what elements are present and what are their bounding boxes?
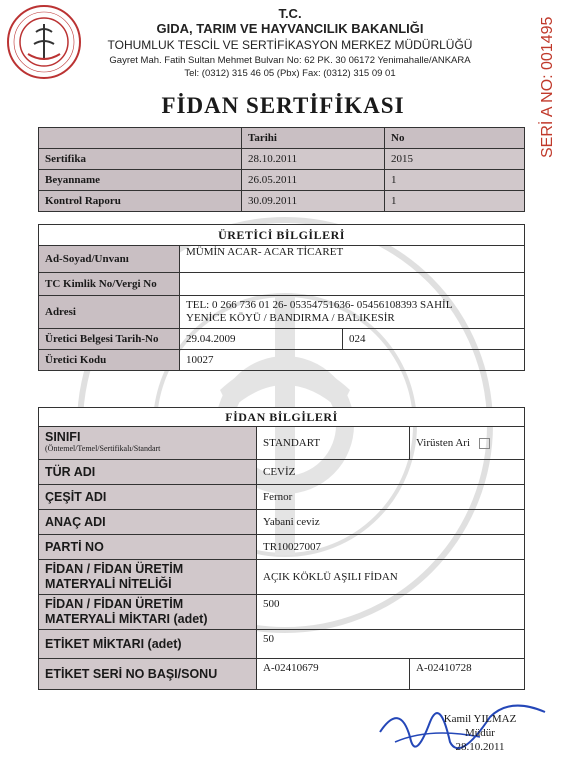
producer-heading: ÜRETİCİ BİLGİLERİ	[39, 225, 525, 246]
class-label-cell	[39, 427, 257, 460]
address-line-2: YENİCE KÖYÜ / BANDIRMA / BALIKESİR	[186, 312, 395, 324]
type-value: CEVİZ	[257, 460, 525, 485]
row-label: Beyanname	[39, 170, 242, 191]
address-line-1: TEL: 0 266 736 01 26- 05354751636- 05456108393 SAHİL	[186, 299, 453, 311]
signature-date: 28.10.2011	[455, 741, 505, 753]
table-row	[39, 191, 525, 212]
row-date: 26.05.2011	[242, 170, 385, 191]
certificate-title: FİDAN SERTİFİKASI	[161, 93, 405, 118]
quality-label-cell	[39, 560, 257, 595]
virus-free-cell	[410, 427, 525, 460]
row-label: Kontrol Raporu	[39, 191, 242, 212]
rootstock-label: ANAÇ ADI	[39, 510, 257, 535]
quality-label-1: FİDAN / FİDAN ÜRETİM	[45, 562, 184, 576]
sapling-table	[38, 407, 525, 690]
header-directorate: TOHUMLUK TESCİL VE SERTİFİKASYON MERKEZ MÜDÜRLÜĞÜ	[107, 38, 473, 52]
amount-label-cell	[39, 595, 257, 630]
signer-title: Müdür	[465, 727, 495, 739]
rootstock-value: Yabani ceviz	[257, 510, 525, 535]
amount-value: 500	[257, 595, 525, 630]
variety-label: ÇEŞİT ADI	[39, 485, 257, 510]
class-value: STANDART	[257, 427, 410, 460]
producer-tc-value	[180, 273, 525, 296]
class-label: SINIFI	[45, 430, 81, 444]
amount-label-2: MATERYALİ MİKTARI (adet)	[45, 612, 208, 626]
col-no-header: No	[385, 128, 525, 149]
class-sub-label: (Öntemel/Temel/Sertifikalı/Standart	[45, 444, 161, 453]
producer-name-label: Ad-Soyad/Unvanı	[39, 246, 180, 273]
signer-name: Kamil YILMAZ	[443, 713, 517, 725]
certificate-table	[38, 127, 525, 212]
amount-label-1: FİDAN / FİDAN ÜRETİM	[45, 597, 184, 611]
virus-free-label: Virüsten Ari	[416, 437, 471, 449]
producer-code-label: Üretici Kodu	[39, 350, 180, 371]
header-tc: T.C.	[278, 6, 302, 21]
quality-label-2: MATERYALİ NİTELİĞİ	[45, 577, 172, 591]
sapling-heading: FİDAN BİLGİLERİ	[39, 408, 525, 427]
type-label: TÜR ADI	[39, 460, 257, 485]
signature-block	[420, 712, 540, 754]
svg-text:SERİ A NO: 001495: SERİ A NO: 001495	[539, 16, 556, 158]
row-date: 28.10.2011	[242, 149, 385, 170]
lot-value: TR10027007	[257, 535, 525, 560]
producer-license-no: 024	[343, 329, 525, 350]
col-date-header: Tarihi	[242, 128, 385, 149]
serial-number	[533, 10, 559, 160]
row-no: 1	[385, 170, 525, 191]
label-serial-start: A-02410679	[257, 659, 410, 690]
producer-tc-label: TC Kimlik No/Vergi No	[39, 273, 180, 296]
variety-value: Fernor	[257, 485, 525, 510]
virus-free-checkbox[interactable]	[479, 438, 490, 449]
producer-address-label: Adresi	[39, 296, 180, 329]
table-row	[39, 170, 525, 191]
table-row	[39, 149, 525, 170]
label-serial-label: ETİKET SERİ NO BAŞI/SONU	[39, 659, 257, 690]
lot-label: PARTİ NO	[39, 535, 257, 560]
row-no: 2015	[385, 149, 525, 170]
label-count-value: 50	[257, 630, 525, 659]
header-ministry: GIDA, TARIM VE HAYVANCILIK BAKANLIĞI	[156, 21, 424, 36]
producer-name-value: MÜMİN ACAR- ACAR TİCARET	[180, 246, 525, 273]
row-label: Sertifika	[39, 149, 242, 170]
producer-code-value: 10027	[180, 350, 525, 371]
label-count-label: ETİKET MİKTARI (adet)	[39, 630, 257, 659]
label-serial-end: A-02410728	[410, 659, 525, 690]
producer-table	[38, 224, 525, 371]
producer-address-value	[180, 296, 525, 329]
quality-value: AÇIK KÖKLÜ AŞILI FİDAN	[257, 560, 525, 595]
header-address: Gayret Mah. Fatih Sultan Mehmet Bulvarı No: 62 PK. 30 06172 Yenimahalle/ANKARA	[109, 55, 471, 66]
header-phone: Tel: (0312) 315 46 05 (Pbx) Fax: (0312) 315 09 01	[184, 68, 396, 79]
row-date: 30.09.2011	[242, 191, 385, 212]
row-no: 1	[385, 191, 525, 212]
producer-license-date: 29.04.2009	[180, 329, 343, 350]
producer-license-label: Üretici Belgesi Tarih-No	[39, 329, 180, 350]
ministry-logo	[6, 4, 82, 80]
